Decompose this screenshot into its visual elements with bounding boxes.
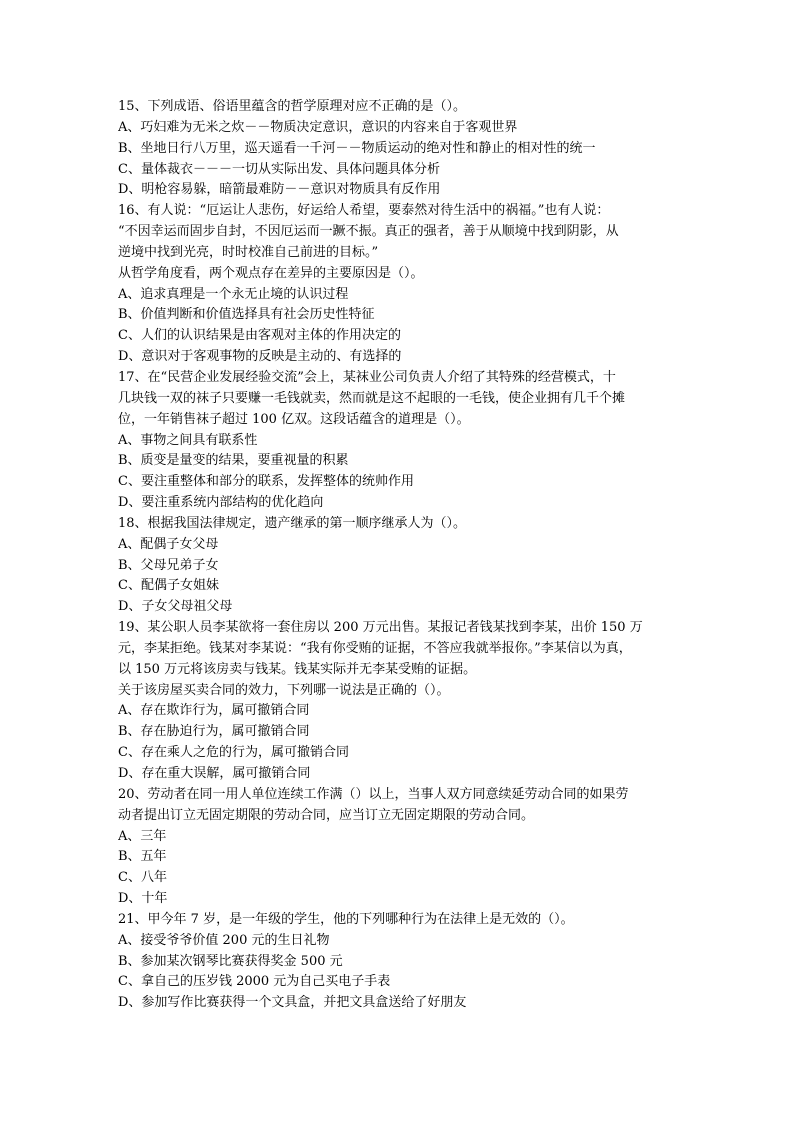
question-stem: 21、甲今年 7 岁，是一年级的学生，他的下列哪种行为在法律上是无效的（）。	[118, 911, 574, 927]
option-b: B、质变是量变的结果，要重视量的积累	[118, 453, 349, 469]
option-c: C、要注重整体和部分的联系，发挥整体的统帅作用	[118, 474, 414, 490]
question-stem: 动者提出订立无固定期限的劳动合同，应当订立无固定期限的劳动合同。	[118, 807, 535, 823]
option-d: D、参加写作比赛获得一个文具盒，并把文具盒送给了好朋友	[118, 995, 467, 1011]
option-a: A、三年	[118, 828, 167, 844]
option-d: D、存在重大误解，属可撤销合同	[118, 766, 311, 781]
option-a: A、事物之间具有联系性	[118, 432, 258, 448]
option-a: A、存在欺诈行为，属可撤销合同	[118, 703, 310, 719]
option-a: A、追求真理是一个永无止境的认识过程	[118, 286, 349, 302]
question-stem: 18、根据我国法律规定，遗产继承的第一顺序继承人为（）。	[118, 515, 467, 531]
question-17	[118, 368, 708, 514]
option-c: C、八年	[118, 870, 167, 886]
question-16	[118, 201, 708, 368]
question-stem: 位，一年销售袜子超过 100 亿双。这段话蕴含的道理是（）。	[118, 411, 470, 427]
option-b: B、参加某次钢琴比赛获得奖金 500 元	[118, 953, 343, 969]
question-stem: 逆境中找到光亮，时时校准自己前进的目标。”	[118, 244, 379, 260]
option-b: B、五年	[118, 849, 167, 865]
question-stem: 关于该房屋买卖合同的效力，下列哪一说法是正确的（）。	[118, 682, 450, 698]
option-b: B、坐地日行八万里，巡天遥看一千河－－物质运动的绝对性和静止的相对性的统一	[118, 140, 596, 156]
question-21	[118, 910, 708, 1014]
option-a: A、巧妇难为无米之炊－－物质决定意识，意识的内容来自于客观世界	[118, 119, 518, 135]
option-c: C、拿自己的压岁钱 2000 元为自己买电子手表	[118, 974, 391, 990]
question-stem: “不因幸运而固步自封，不因厄运而一蹶不振。真正的强者，善于从顺境中找到阴影，从	[118, 224, 619, 240]
question-15	[118, 97, 708, 201]
option-c: C、存在乘人之危的行为，属可撤销合同	[118, 745, 349, 761]
option-d: D、子女父母祖父母	[118, 599, 233, 615]
question-stem: 20、劳动者在同一用人单位连续工作满（）以上，当事人双方同意续延劳动合同的如果劳	[118, 786, 629, 802]
question-18	[118, 514, 708, 618]
question-19	[118, 618, 708, 785]
option-b: B、价值判断和价值选择具有社会历史性特征	[118, 307, 375, 323]
question-stem: 16、有人说：“厄运让人悲伤，好运给人希望，要泰然对待生活中的祸福。”也有人说：	[118, 203, 610, 219]
question-stem: 从哲学角度看，两个观点存在差异的主要原因是（）。	[118, 265, 424, 281]
question-stem: 15、下列成语、俗语里蕴含的哲学原理对应不正确的是（）。	[118, 99, 467, 114]
option-c: C、人们的认识结果是由客观对主体的作用决定的	[118, 328, 401, 344]
option-c: C、量体裁衣－－－一切从实际出发、具体问题具体分析	[118, 161, 440, 177]
question-stem: 几块钱一双的袜子只要赚一毛钱就卖，然而就是这不起眼的一毛钱，使企业拥有几千个摊	[118, 390, 626, 406]
option-a: A、接受爷爷价值 200 元的生日礼物	[118, 932, 330, 948]
question-stem: 19、某公职人员李某欲将一套住房以 200 万元出售。某报记者钱某找到李某，出价 150 万	[118, 620, 643, 636]
question-20	[118, 785, 708, 910]
question-stem: 元，李某拒绝。钱某对李某说：“我有你受贿的证据，不答应我就举报你。”李某信以为真，	[118, 640, 632, 656]
option-d: D、明枪容易躲，暗箭最难防－－意识对物质具有反作用	[118, 182, 441, 198]
option-d: D、要注重系统内部结构的优化趋向	[118, 495, 324, 511]
option-d: D、意识对于客观事物的反映是主动的、有选择的	[118, 349, 402, 365]
option-b: B、存在胁迫行为，属可撤销合同	[118, 724, 310, 740]
option-c: C、配偶子女姐妹	[118, 578, 219, 594]
option-a: A、配偶子女父母	[118, 536, 219, 552]
question-stem: 17、在“民营企业发展经验交流”会上，某袜业公司负责人介绍了其特殊的经营模式，十	[118, 369, 616, 385]
question-stem: 以 150 万元将该房卖与钱某。钱某实际并无李某受贿的证据。	[118, 661, 477, 677]
document-page	[118, 97, 708, 1014]
option-d: D、十年	[118, 891, 168, 907]
option-b: B、父母兄弟子女	[118, 557, 219, 573]
